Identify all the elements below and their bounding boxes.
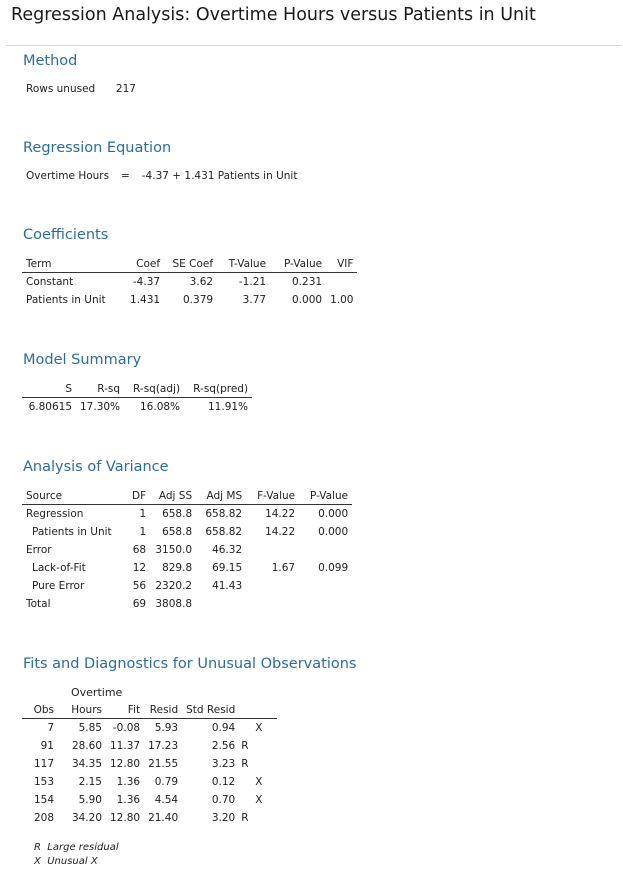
col-flag xyxy=(239,702,277,719)
diagnostics-heading: Fits and Diagnostics for Unusual Observations xyxy=(23,656,357,672)
table-row xyxy=(22,595,352,613)
col-adj-ms: Adj MS xyxy=(196,488,246,505)
cell: Patients in Unit xyxy=(32,526,112,538)
cell: 68 xyxy=(132,544,147,556)
model-summary-table xyxy=(22,381,252,416)
rows-unused-label: Rows unused xyxy=(26,83,96,95)
model-summary-header-row xyxy=(22,381,252,398)
cell xyxy=(326,273,357,292)
table-row xyxy=(22,541,352,559)
cell xyxy=(246,577,299,595)
cell: 11.37 xyxy=(110,740,141,752)
cell: -0.08 xyxy=(112,722,141,734)
cell: 2.56 xyxy=(211,740,236,752)
cell: 5.90 xyxy=(78,794,102,806)
cell: 3.20 xyxy=(211,812,236,824)
cell: 1 xyxy=(139,508,147,520)
cell: 11.91% xyxy=(208,401,249,413)
cell: 5.85 xyxy=(78,722,102,734)
col-resid: Resid xyxy=(144,702,182,719)
coefficients-header-row xyxy=(22,256,357,273)
cell: 117 xyxy=(33,758,54,770)
flag-cell: X xyxy=(255,722,263,734)
cell: Total xyxy=(26,598,51,610)
cell: 3150.0 xyxy=(155,544,193,556)
cell: 21.40 xyxy=(148,812,179,824)
cell: Lack-of-Fit xyxy=(32,562,86,574)
col-fit: Fit xyxy=(106,702,144,719)
regression-equation xyxy=(26,170,297,182)
table-row xyxy=(22,559,352,577)
col-r-sq: R-sq xyxy=(76,381,124,398)
footnote-unusual-x: X Unusual X xyxy=(34,856,98,867)
cell: 0.231 xyxy=(292,276,323,288)
cell: 1.00 xyxy=(330,294,354,306)
cell: 12.80 xyxy=(110,812,141,824)
regression-equation-heading: Regression Equation xyxy=(23,140,172,156)
col-obs: Obs xyxy=(22,702,58,719)
cell: Constant xyxy=(26,276,74,288)
col-term: Term xyxy=(22,256,126,273)
cell: 5.93 xyxy=(154,722,179,734)
col-t-value: T-Value xyxy=(217,256,270,273)
col-std-resid: Std Resid xyxy=(182,702,239,719)
cell: 4.54 xyxy=(154,794,179,806)
col-s: S xyxy=(22,381,76,398)
anova-heading: Analysis of Variance xyxy=(23,459,169,475)
cell: 46.32 xyxy=(212,544,243,556)
coefficients-table xyxy=(22,256,357,309)
cell: 69 xyxy=(132,598,147,610)
cell: 658.8 xyxy=(162,526,193,538)
table-row xyxy=(22,719,277,738)
flag-cell: R xyxy=(241,758,249,770)
table-row xyxy=(22,291,357,309)
col-r-sq-adj: R-sq(adj) xyxy=(124,381,184,398)
cell xyxy=(246,595,299,613)
cell: 0.000 xyxy=(318,508,349,520)
cell: 41.43 xyxy=(212,580,243,592)
cell: 3.77 xyxy=(242,294,267,306)
page-title: Regression Analysis: Overtime Hours versus Patients in Unit xyxy=(11,5,536,25)
cell: 12.80 xyxy=(110,758,141,770)
cell: 1.36 xyxy=(116,776,141,788)
cell: 6.80615 xyxy=(28,401,72,413)
cell: -1.21 xyxy=(238,276,267,288)
cell: 34.35 xyxy=(71,758,102,770)
footnote-large-residual: R Large residual xyxy=(34,842,119,853)
col-r-sq-pred: R-sq(pred) xyxy=(184,381,252,398)
cell: 21.55 xyxy=(148,758,179,770)
cell: 658.82 xyxy=(205,526,243,538)
rows-unused xyxy=(26,83,136,95)
table-row xyxy=(22,505,352,524)
method-heading: Method xyxy=(23,53,78,69)
cell: Error xyxy=(26,544,52,556)
equation-lhs: Overtime Hours xyxy=(26,170,110,182)
table-row xyxy=(22,398,252,417)
cell: 0.379 xyxy=(183,294,214,306)
table-row xyxy=(22,737,277,755)
table-row xyxy=(22,809,277,827)
cell: 14.22 xyxy=(265,508,296,520)
cell: Regression xyxy=(26,508,84,520)
anova-table xyxy=(22,488,352,613)
cell: 28.60 xyxy=(71,740,102,752)
table-row xyxy=(22,773,277,791)
cell: 0.94 xyxy=(211,722,236,734)
cell: Pure Error xyxy=(32,580,85,592)
cell xyxy=(196,595,246,613)
cell xyxy=(299,541,352,559)
col-coef: Coef xyxy=(126,256,164,273)
cell: 3.62 xyxy=(189,276,214,288)
diagnostics-header-row xyxy=(22,702,277,719)
cell: 0.70 xyxy=(211,794,236,806)
coefficients-heading: Coefficients xyxy=(23,227,109,243)
col-p-value: P-Value xyxy=(270,256,326,273)
cell: 7 xyxy=(47,722,54,734)
cell: 3808.8 xyxy=(155,598,193,610)
cell: 154 xyxy=(33,794,54,806)
cell: 16.08% xyxy=(140,401,181,413)
cell: 0.12 xyxy=(211,776,236,788)
title-divider xyxy=(6,45,622,46)
col-df: DF xyxy=(128,488,150,505)
cell: 69.15 xyxy=(212,562,243,574)
flag-cell: X xyxy=(255,794,263,806)
flag-cell: X xyxy=(255,776,263,788)
col-hours: Hours xyxy=(58,702,106,719)
table-row xyxy=(22,523,352,541)
cell: 658.8 xyxy=(162,508,193,520)
cell: 1.67 xyxy=(271,562,296,574)
equation-equals: = xyxy=(121,170,130,182)
cell: 0.79 xyxy=(154,776,179,788)
table-row xyxy=(22,755,277,773)
table-row xyxy=(22,577,352,595)
model-summary-heading: Model Summary xyxy=(23,352,142,368)
cell: 1.36 xyxy=(116,794,141,806)
col-source: Source xyxy=(22,488,128,505)
cell: 17.23 xyxy=(148,740,179,752)
cell xyxy=(246,541,299,559)
cell: 2.15 xyxy=(78,776,102,788)
equation-rhs: -4.37 + 1.431 Patients in Unit xyxy=(141,170,298,182)
cell xyxy=(299,595,352,613)
table-row xyxy=(22,273,357,292)
cell xyxy=(299,577,352,595)
cell: 0.099 xyxy=(318,562,349,574)
col-vif: VIF xyxy=(326,256,357,273)
cell: 3.23 xyxy=(211,758,236,770)
flag-cell: R xyxy=(241,740,249,752)
cell: 12 xyxy=(132,562,147,574)
cell: 14.22 xyxy=(265,526,296,538)
overtime-super-header: Overtime xyxy=(71,686,123,699)
cell: 0.000 xyxy=(318,526,349,538)
col-adj-ss: Adj SS xyxy=(150,488,196,505)
cell: 2320.2 xyxy=(155,580,193,592)
rows-unused-value: 217 xyxy=(115,83,136,95)
anova-header-row xyxy=(22,488,352,505)
cell: 153 xyxy=(33,776,54,788)
table-row xyxy=(22,791,277,809)
cell: 1.431 xyxy=(130,294,161,306)
cell: 208 xyxy=(33,812,54,824)
cell: 658.82 xyxy=(205,508,243,520)
cell: 91 xyxy=(40,740,54,752)
col-p-value: P-Value xyxy=(299,488,352,505)
cell: 829.8 xyxy=(162,562,193,574)
col-se-coef: SE Coef xyxy=(164,256,217,273)
cell: -4.37 xyxy=(132,276,161,288)
cell: Patients in Unit xyxy=(26,294,106,306)
cell: 17.30% xyxy=(80,401,121,413)
cell: 0.000 xyxy=(292,294,323,306)
cell: 1 xyxy=(139,526,147,538)
col-f-value: F-Value xyxy=(246,488,299,505)
cell: 56 xyxy=(132,580,147,592)
cell: 34.20 xyxy=(71,812,102,824)
diagnostics-table xyxy=(22,702,277,827)
flag-cell: R xyxy=(241,812,249,824)
